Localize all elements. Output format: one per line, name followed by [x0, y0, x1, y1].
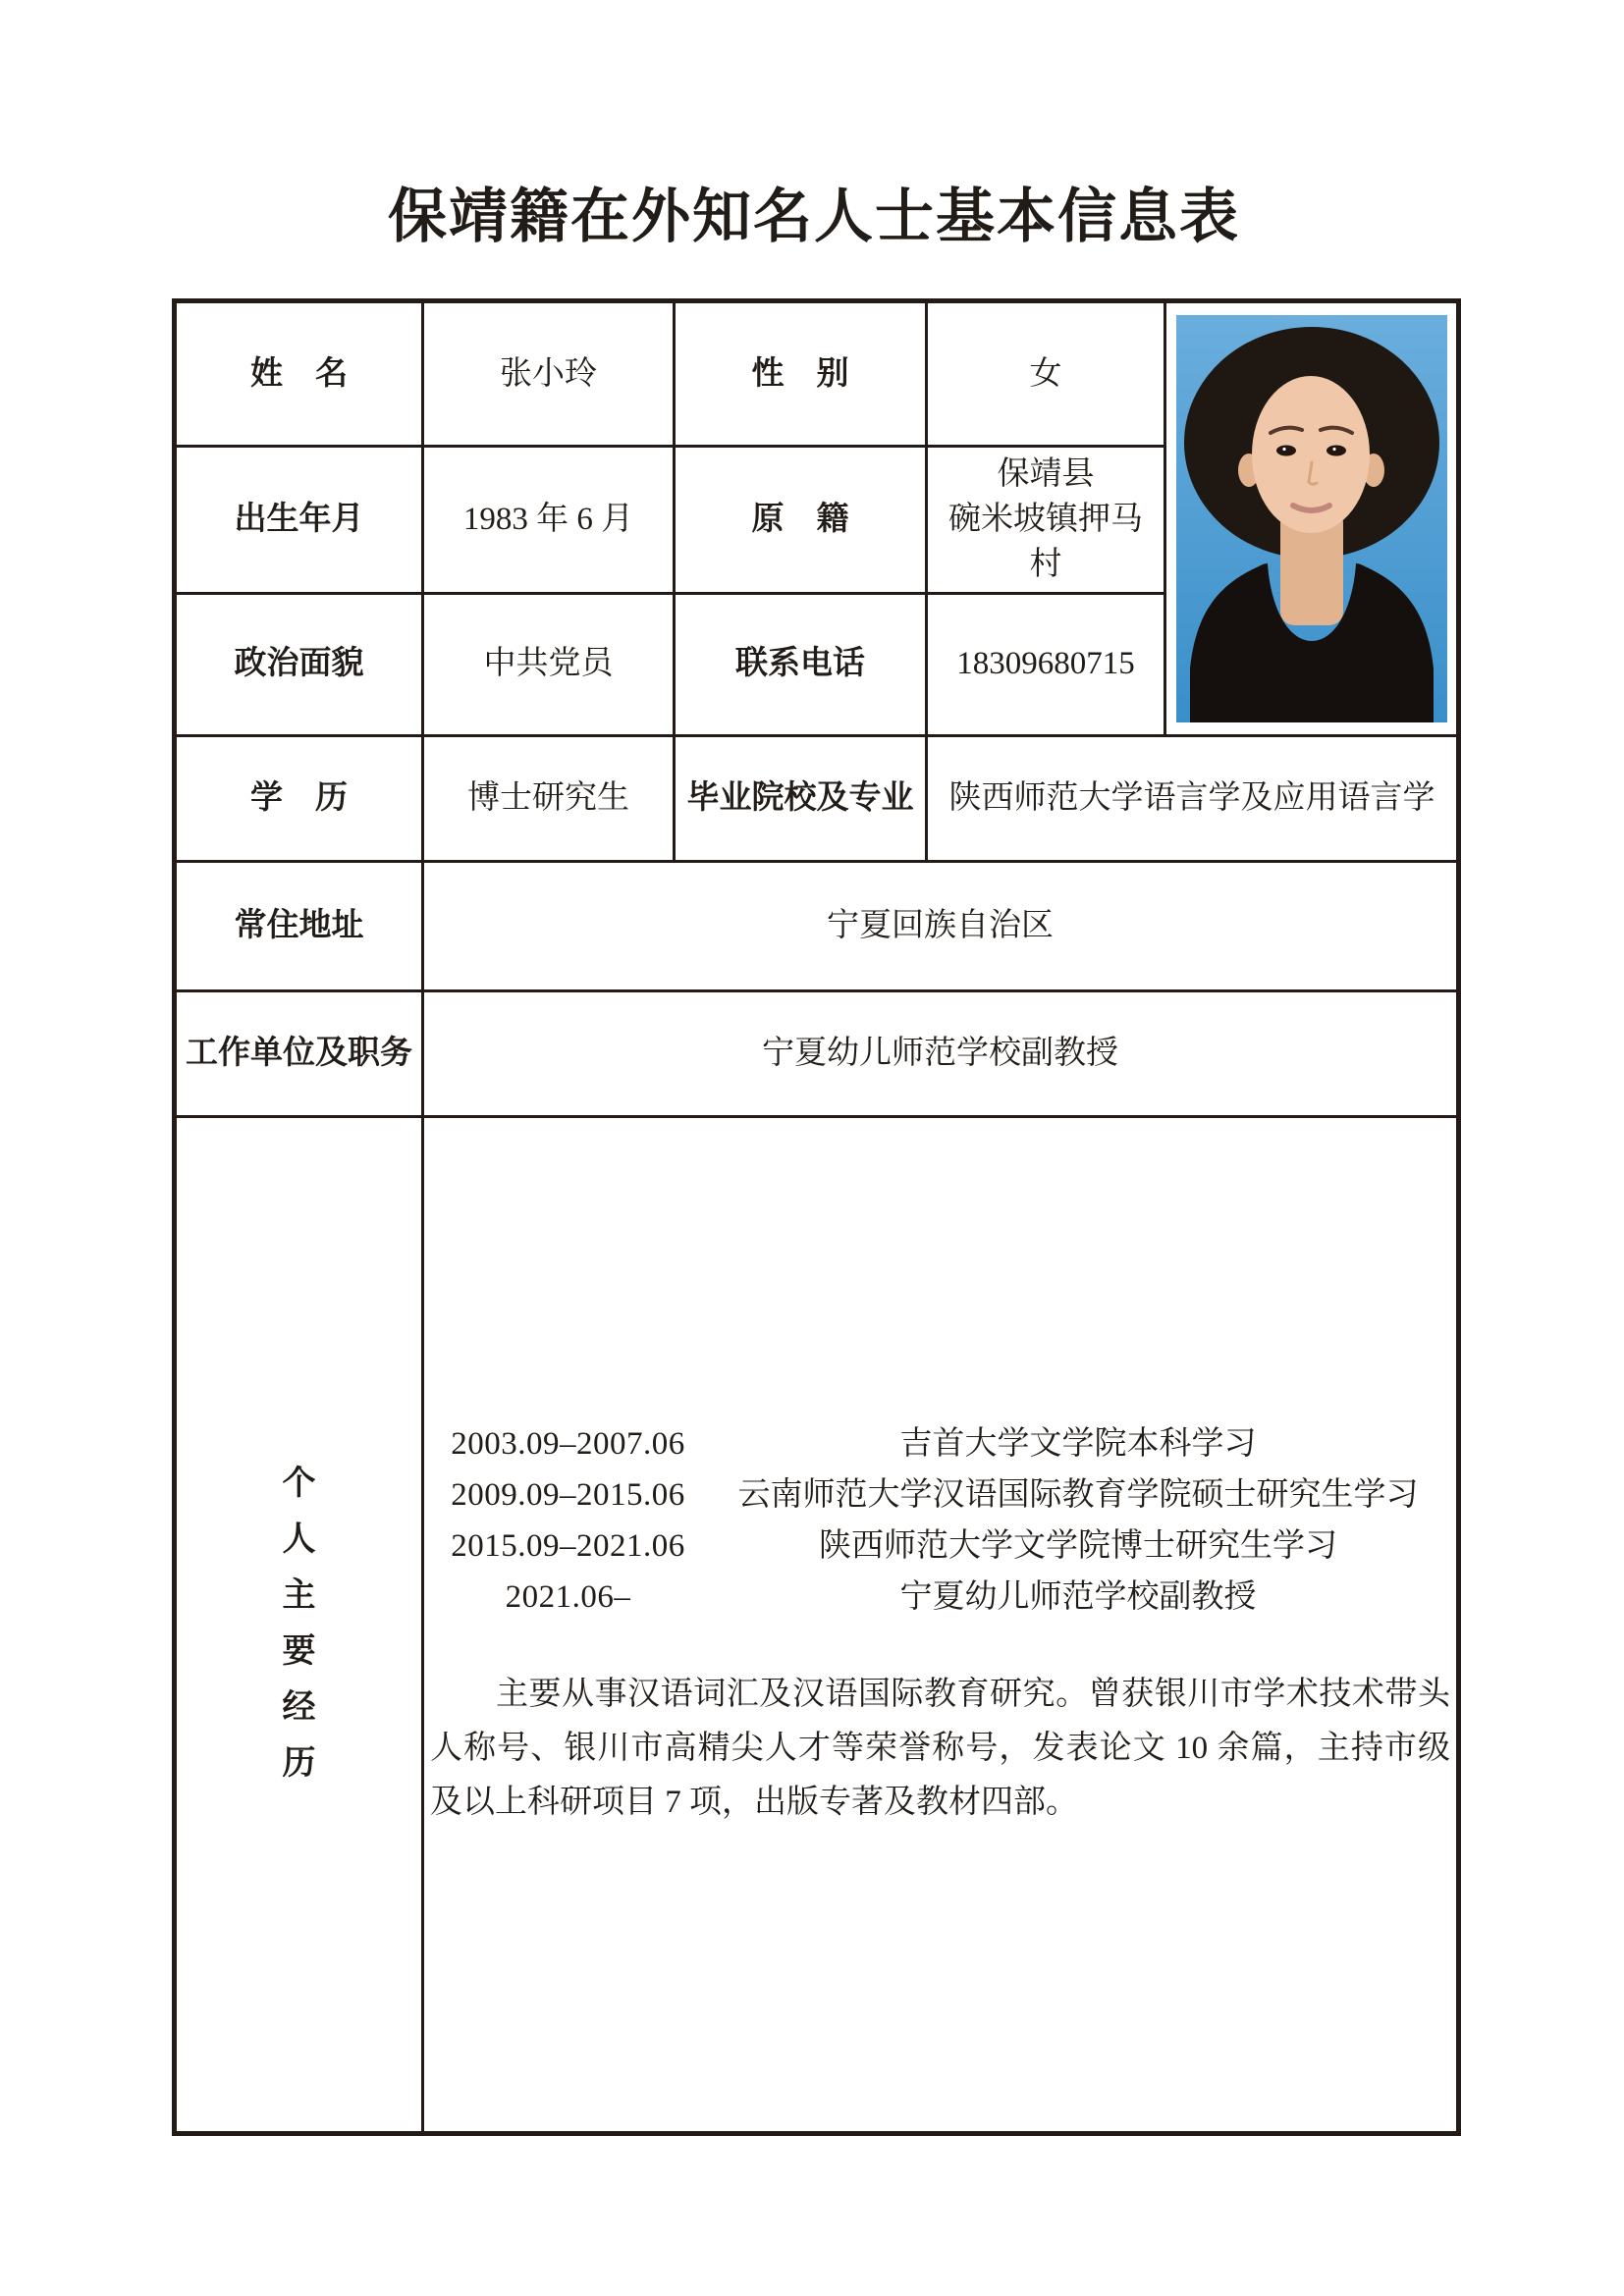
- row-experience: [175, 1116, 1459, 2133]
- right-eye-glint: [1332, 448, 1335, 451]
- row-name-gender: [175, 301, 1459, 447]
- experience-entry: [430, 1521, 1450, 1572]
- photo-cell: [1165, 301, 1459, 736]
- address-value: 宁夏回族自治区: [423, 861, 1459, 990]
- origin-line1: 保靖县: [997, 456, 1095, 492]
- school-value: 陕西师范大学语言学及应用语言学: [927, 735, 1459, 861]
- experience-vertical-label: [183, 1122, 415, 2127]
- row-address: [175, 861, 1459, 990]
- phone-value: 18309680715: [927, 593, 1165, 735]
- experience-detail: 云南师范大学汉语国际教育学院硕士研究生学习: [737, 1477, 1419, 1514]
- experience-label-char: 要: [282, 1633, 316, 1671]
- experience-label-char: 历: [282, 1745, 316, 1783]
- work-value: 宁夏幼儿师范学校副教授: [423, 990, 1459, 1116]
- gender-label: 性 别: [675, 301, 927, 447]
- experience-period: 2015.09–2021.06: [451, 1528, 685, 1565]
- experience-entry: [430, 1572, 1450, 1623]
- experience-entry: [430, 1418, 1450, 1469]
- address-label: 常住地址: [175, 861, 423, 990]
- experience-detail: 宁夏幼儿师范学校副教授: [899, 1579, 1257, 1616]
- experience-label-char: 人: [282, 1522, 316, 1559]
- experience-detail: 陕西师范大学文学院博士研究生学习: [819, 1528, 1337, 1565]
- origin-label: 原 籍: [675, 447, 927, 594]
- experience-list: [430, 1418, 1450, 1623]
- birth-value: 1983 年 6 月: [423, 447, 675, 594]
- row-work: [175, 990, 1459, 1116]
- right-eye: [1326, 445, 1346, 455]
- experience-period: 2009.09–2015.06: [451, 1477, 685, 1514]
- info-table: [172, 298, 1461, 2136]
- gender-value: 女: [927, 301, 1165, 447]
- experience-content: [423, 1116, 1459, 2133]
- experience-label-char: 主: [282, 1577, 316, 1615]
- education-label: 学 历: [175, 735, 423, 861]
- experience-period: 2003.09–2007.06: [451, 1426, 685, 1463]
- experience-label: [175, 1116, 423, 2133]
- id-photo: [1176, 315, 1447, 722]
- school-label: 毕业院校及专业: [675, 735, 927, 861]
- left-eye-glint: [1282, 448, 1285, 451]
- name-value: 张小玲: [423, 301, 675, 447]
- left-eye: [1276, 445, 1296, 455]
- experience-summary: 主要从事汉语词汇及汉语国际教育研究。曾获银川市学术技术带头人称号、银川市高精尖人才等荣誉称号，发表论文 10 余篇，主持市级及以上科研项目 7 项，出版专著及教材四部。: [430, 1677, 1450, 1821]
- origin-value: [927, 447, 1165, 594]
- birth-label: 出生年月: [175, 447, 423, 594]
- experience-label-char: 个: [282, 1466, 316, 1503]
- row-education-school: [175, 735, 1459, 861]
- name-label: 姓 名: [175, 301, 423, 447]
- experience-entry: [430, 1469, 1450, 1521]
- work-label: 工作单位及职务: [175, 990, 423, 1116]
- origin-line2: 碗米坡镇押马村: [948, 502, 1143, 583]
- phone-label: 联系电话: [675, 593, 927, 735]
- id-photo-portrait: [1176, 315, 1447, 722]
- experience-label-char: 经: [282, 1689, 316, 1727]
- experience-detail: 吉首大学文学院本科学习: [899, 1426, 1257, 1463]
- education-value: 博士研究生: [423, 735, 675, 861]
- political-label: 政治面貌: [175, 593, 423, 735]
- page-title: 保靖籍在外知名人士基本信息表: [388, 185, 1240, 249]
- political-value: 中共党员: [423, 593, 675, 735]
- experience-period: 2021.06–: [505, 1579, 631, 1616]
